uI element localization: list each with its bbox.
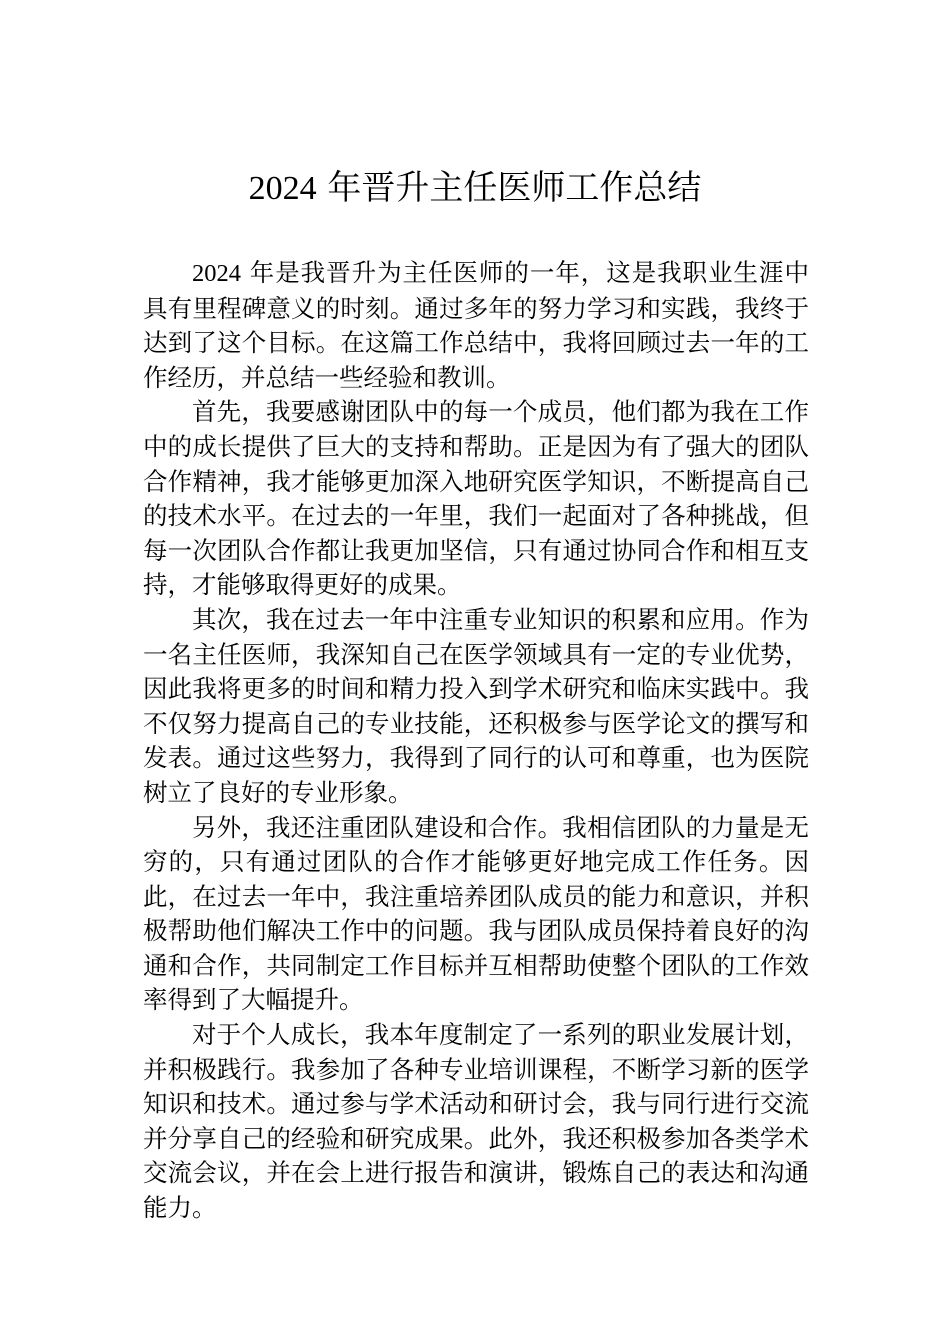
title-year: 2024 (248, 170, 317, 207)
paragraph-professional-knowledge (143, 603, 809, 811)
paragraph-text: 对于个人成长，我本年度制定了一系列的职业发展计划，并积极践行。我参加了各种专业培训课程，不断学习新的医学知识和技术。通过参与学术活动和研讨会，我与同行进行交流并分享自己的经验和研究成果。此外，我还积极参加各类学术交流会议，并在会上进行报告和演讲，锻炼自己的表达和沟通能力。 (143, 1020, 809, 1223)
document-body (143, 256, 809, 1226)
paragraph-lead-year: 2024 (192, 260, 241, 287)
document-title (0, 166, 950, 211)
paragraph-intro (143, 256, 809, 395)
paragraph-team-building (143, 811, 809, 1019)
paragraph-personal-growth (143, 1018, 809, 1226)
paragraph-team-thanks (143, 395, 809, 603)
paragraph-text: 首先，我要感谢团队中的每一个成员，他们都为我在工作中的成长提供了巨大的支持和帮助。正是因为有了强大的团队合作精神，我才能够更加深入地研究医学知识，不断提高自己的技术水平。在过去的一年里，我们一起面对了各种挑战，但每一次团队合作都让我更加坚信，只有通过协同合作和相互支持，才能够取得更好的成果。 (143, 397, 809, 600)
title-text: 年晋升主任医师工作总结 (316, 168, 702, 208)
paragraph-text: 另外，我还注重团队建设和合作。我相信团队的力量是无穷的，只有通过团队的合作才能够更好地完成工作任务。因此，在过去一年中，我注重培养团队成员的能力和意识，并积极帮助他们解决工作中的问题。我与团队成员保持着良好的沟通和合作，共同制定工作目标并互相帮助使整个团队的工作效率得到了大幅提升。 (143, 812, 809, 1015)
paragraph-text: 其次，我在过去一年中注重专业知识的积累和应用。作为一名主任医师，我深知自己在医学领域具有一定的专业优势，因此我将更多的时间和精力投入到学术研究和临床实践中。我不仅努力提高自己的专业技能，还积极参与医学论文的撰写和发表。通过这些努力，我得到了同行的认可和尊重，也为医院树立了良好的专业形象。 (143, 604, 809, 807)
paragraph-text: 年是我晋升为主任医师的一年，这是我职业生涯中具有里程碑意义的时刻。通过多年的努力学习和实践，我终于达到了这个目标。在这篇工作总结中，我将回顾过去一年的工作经历，并总结一些经验和教训。 (143, 258, 809, 392)
